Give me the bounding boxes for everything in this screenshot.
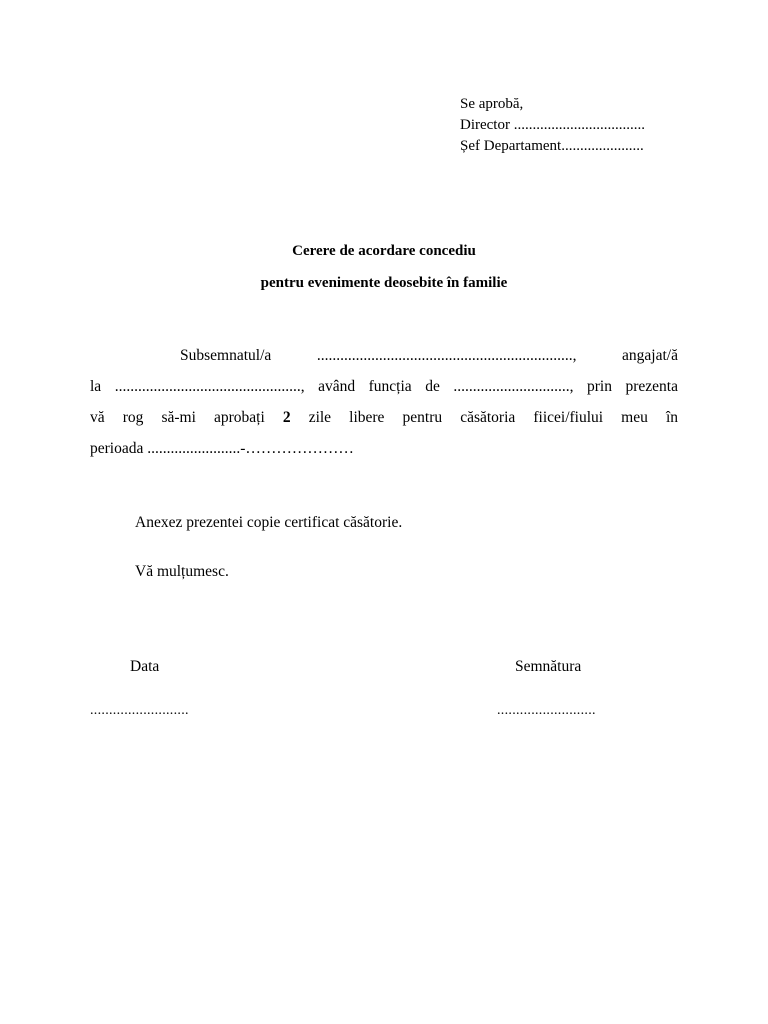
subsemnatul-label: Subsemnatul/a [180,347,272,364]
request-paragraph [90,340,678,464]
approval-block [460,94,645,157]
employee-label: angajat/ă [622,347,678,364]
signature-blank: .......................... [497,703,596,718]
word: prin [586,378,612,395]
period-to-blank: ………………… [245,440,354,457]
word: aprobați [213,409,265,426]
request-line-2 [90,371,678,402]
word: să-mi [161,409,196,426]
date-label: Data [130,658,160,675]
period-dash: - [240,440,246,457]
title-line-1: Cerere de acordare concediu [292,243,476,259]
period-from-blank: ........................ [147,440,241,457]
signature-label: Semnătura [515,658,582,675]
word: în [665,409,678,426]
position-blank: .............................., [453,378,574,395]
director-line: Director ................................... [460,117,645,133]
document-title [0,235,768,299]
word: având [318,378,356,395]
word: de [425,378,440,395]
word: pentru [402,409,443,426]
request-line-4 [90,433,678,464]
word: prezenta [625,378,678,395]
name-blank: .................................................................., [316,347,577,364]
employer-blank: ................................................, [114,378,305,395]
request-line-1 [90,340,678,371]
word: la [90,378,102,395]
department-head-line: Șef Departament...................... [460,138,644,154]
period-label: perioada [90,440,144,457]
annex-text: Anexez prezentei copie certificat căsătorie. [135,514,403,531]
days-count: 2 [282,409,291,426]
word: funcția [368,378,412,395]
word: căsătoria [460,409,516,426]
approval-line: Se aprobă, [460,96,524,112]
request-line-3 [90,402,678,433]
word: fiicei/fiului [533,409,604,426]
title-line-2: pentru evenimente deosebite în familie [260,275,508,291]
thanks-text: Vă mulțumesc. [135,563,229,580]
word: libere [349,409,385,426]
word: zile [308,409,332,426]
word: vă [90,409,105,426]
word: rog [122,409,144,426]
date-blank: .......................... [90,703,189,718]
word: meu [621,409,648,426]
